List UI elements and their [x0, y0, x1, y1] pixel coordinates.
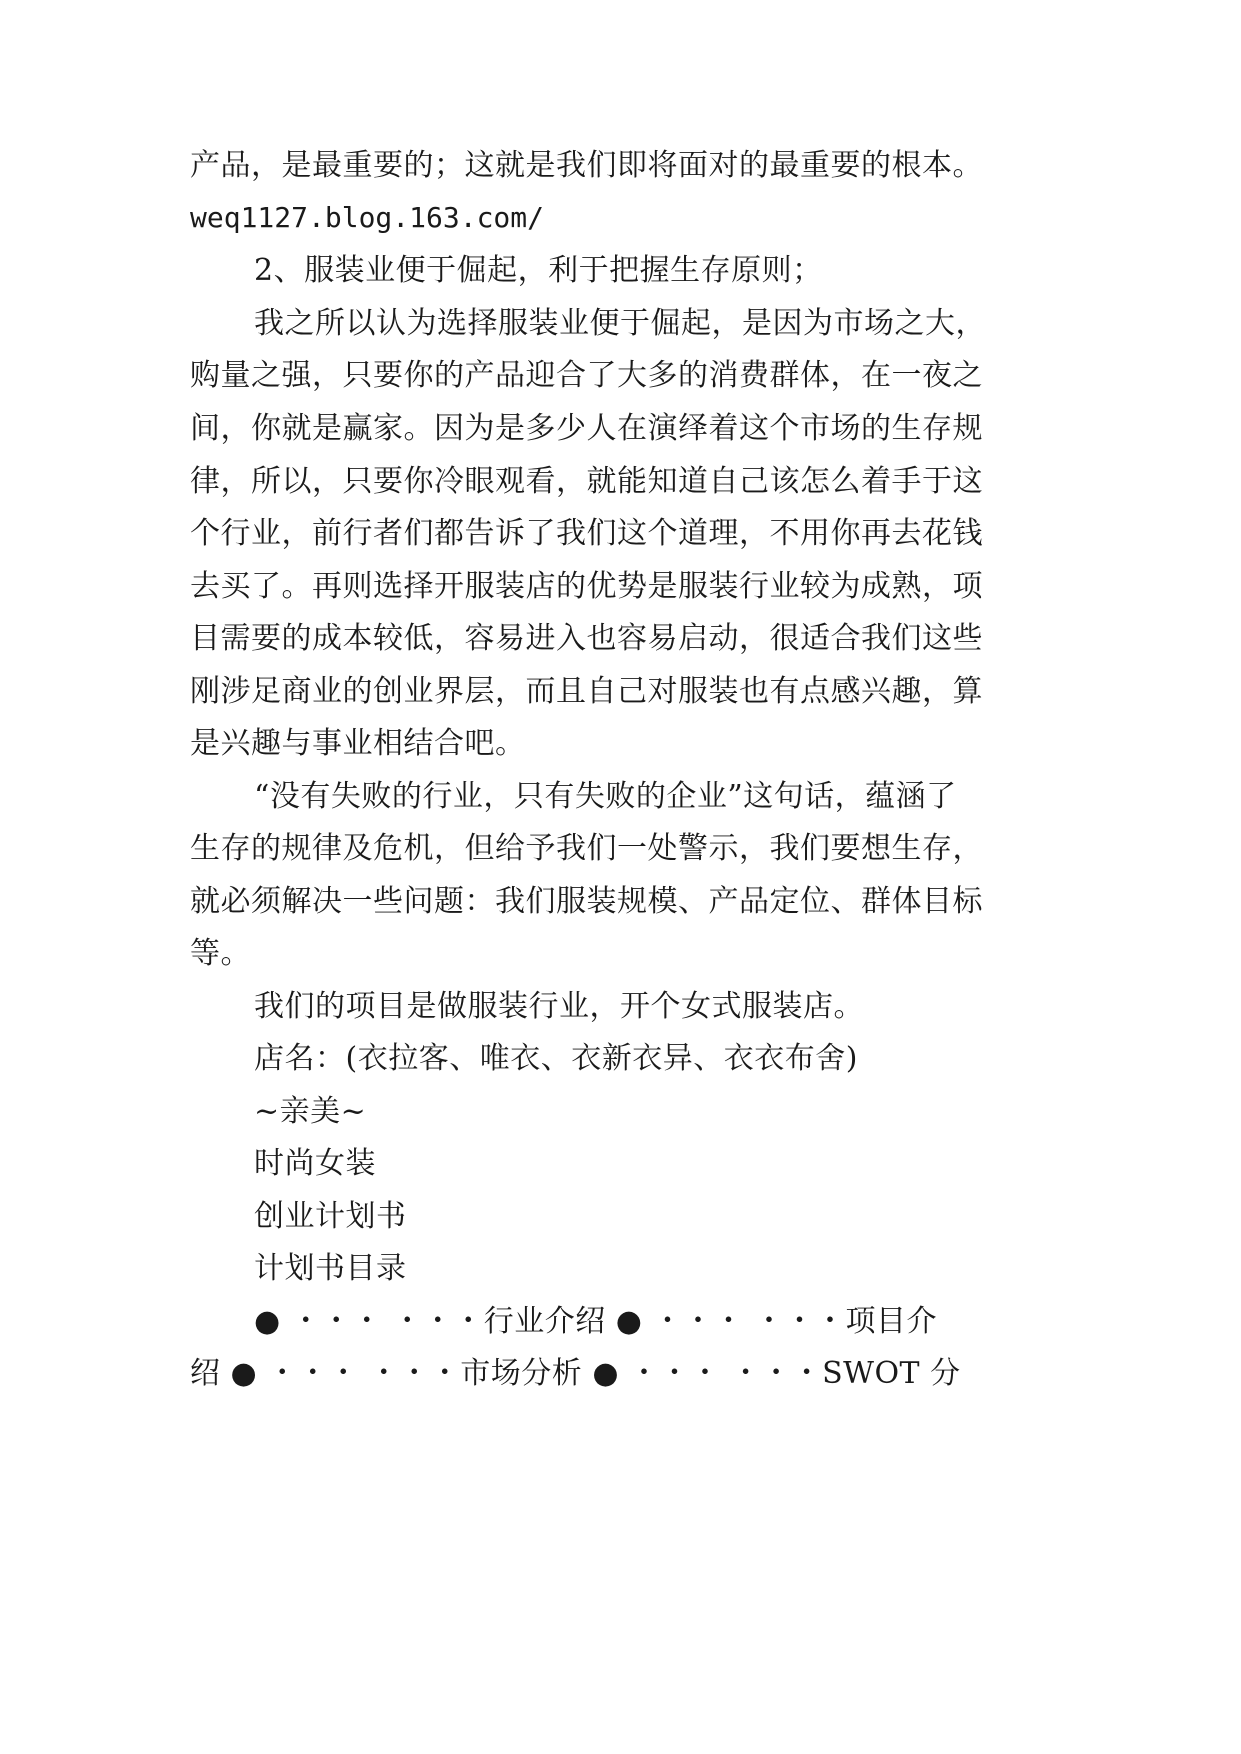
- paragraph-line: 生存的规律及危机，但给予我们一处警示，我们要想生存，: [190, 831, 983, 866]
- paragraph-line: 间，你就是赢家。因为是多少人在演绎着这个市场的生存规: [190, 411, 983, 446]
- paragraph-line: 我们的项目是做服装行业，开个女式服装店。: [254, 989, 864, 1024]
- store-name-line: 店名：(衣拉客、唯衣、衣新衣异、衣衣布舍): [254, 1041, 858, 1076]
- paragraph-line: 等。: [190, 936, 251, 971]
- paragraph-line: 购量之强，只要你的产品迎合了大多的消费群体，在一夜之: [190, 358, 983, 393]
- paragraph-line: 目需要的成本较低，容易进入也容易启动，很适合我们这些: [190, 621, 983, 656]
- paragraph-line: 刚涉足商业的创业界层，而且自己对服装也有点感兴趣，算: [190, 674, 983, 709]
- toc-line: 绍 ● ・・・ ・・・市场分析 ● ・・・ ・・・SWOT 分: [190, 1356, 961, 1391]
- paragraph-line: 就必须解决一些问题：我们服装规模、产品定位、群体目标: [190, 884, 983, 919]
- paragraph-line: 律，所以，只要你冷眼观看，就能知道自己该怎么着手于这: [190, 464, 983, 499]
- paragraph-line: 是兴趣与事业相结合吧。: [190, 726, 526, 761]
- section-heading: 2、服装业便于倔起，利于把握生存原则；: [254, 253, 823, 288]
- blog-url: weq1127.blog.163.com/: [190, 201, 545, 234]
- paragraph-line: 产品，是最重要的；这就是我们即将面对的最重要的根本。: [190, 148, 983, 183]
- doc-title: 创业计划书: [254, 1199, 407, 1234]
- paragraph-line: “没有失败的行业，只有失败的企业”这句话，蕴涵了: [254, 779, 957, 814]
- store-brand: ~亲美~: [254, 1094, 367, 1129]
- toc-heading: 计划书目录: [254, 1251, 407, 1286]
- paragraph-line: 去买了。再则选择开服装店的优势是服装行业较为成熟，项: [190, 569, 983, 604]
- store-tagline: 时尚女装: [254, 1146, 376, 1181]
- paragraph-line: 我之所以认为选择服装业便于倔起，是因为市场之大，: [254, 306, 986, 341]
- paragraph-line: 个行业，前行者们都告诉了我们这个道理，不用你再去花钱: [190, 516, 983, 551]
- toc-line: ● ・・・ ・・・行业介绍 ● ・・・ ・・・项目介: [254, 1304, 938, 1339]
